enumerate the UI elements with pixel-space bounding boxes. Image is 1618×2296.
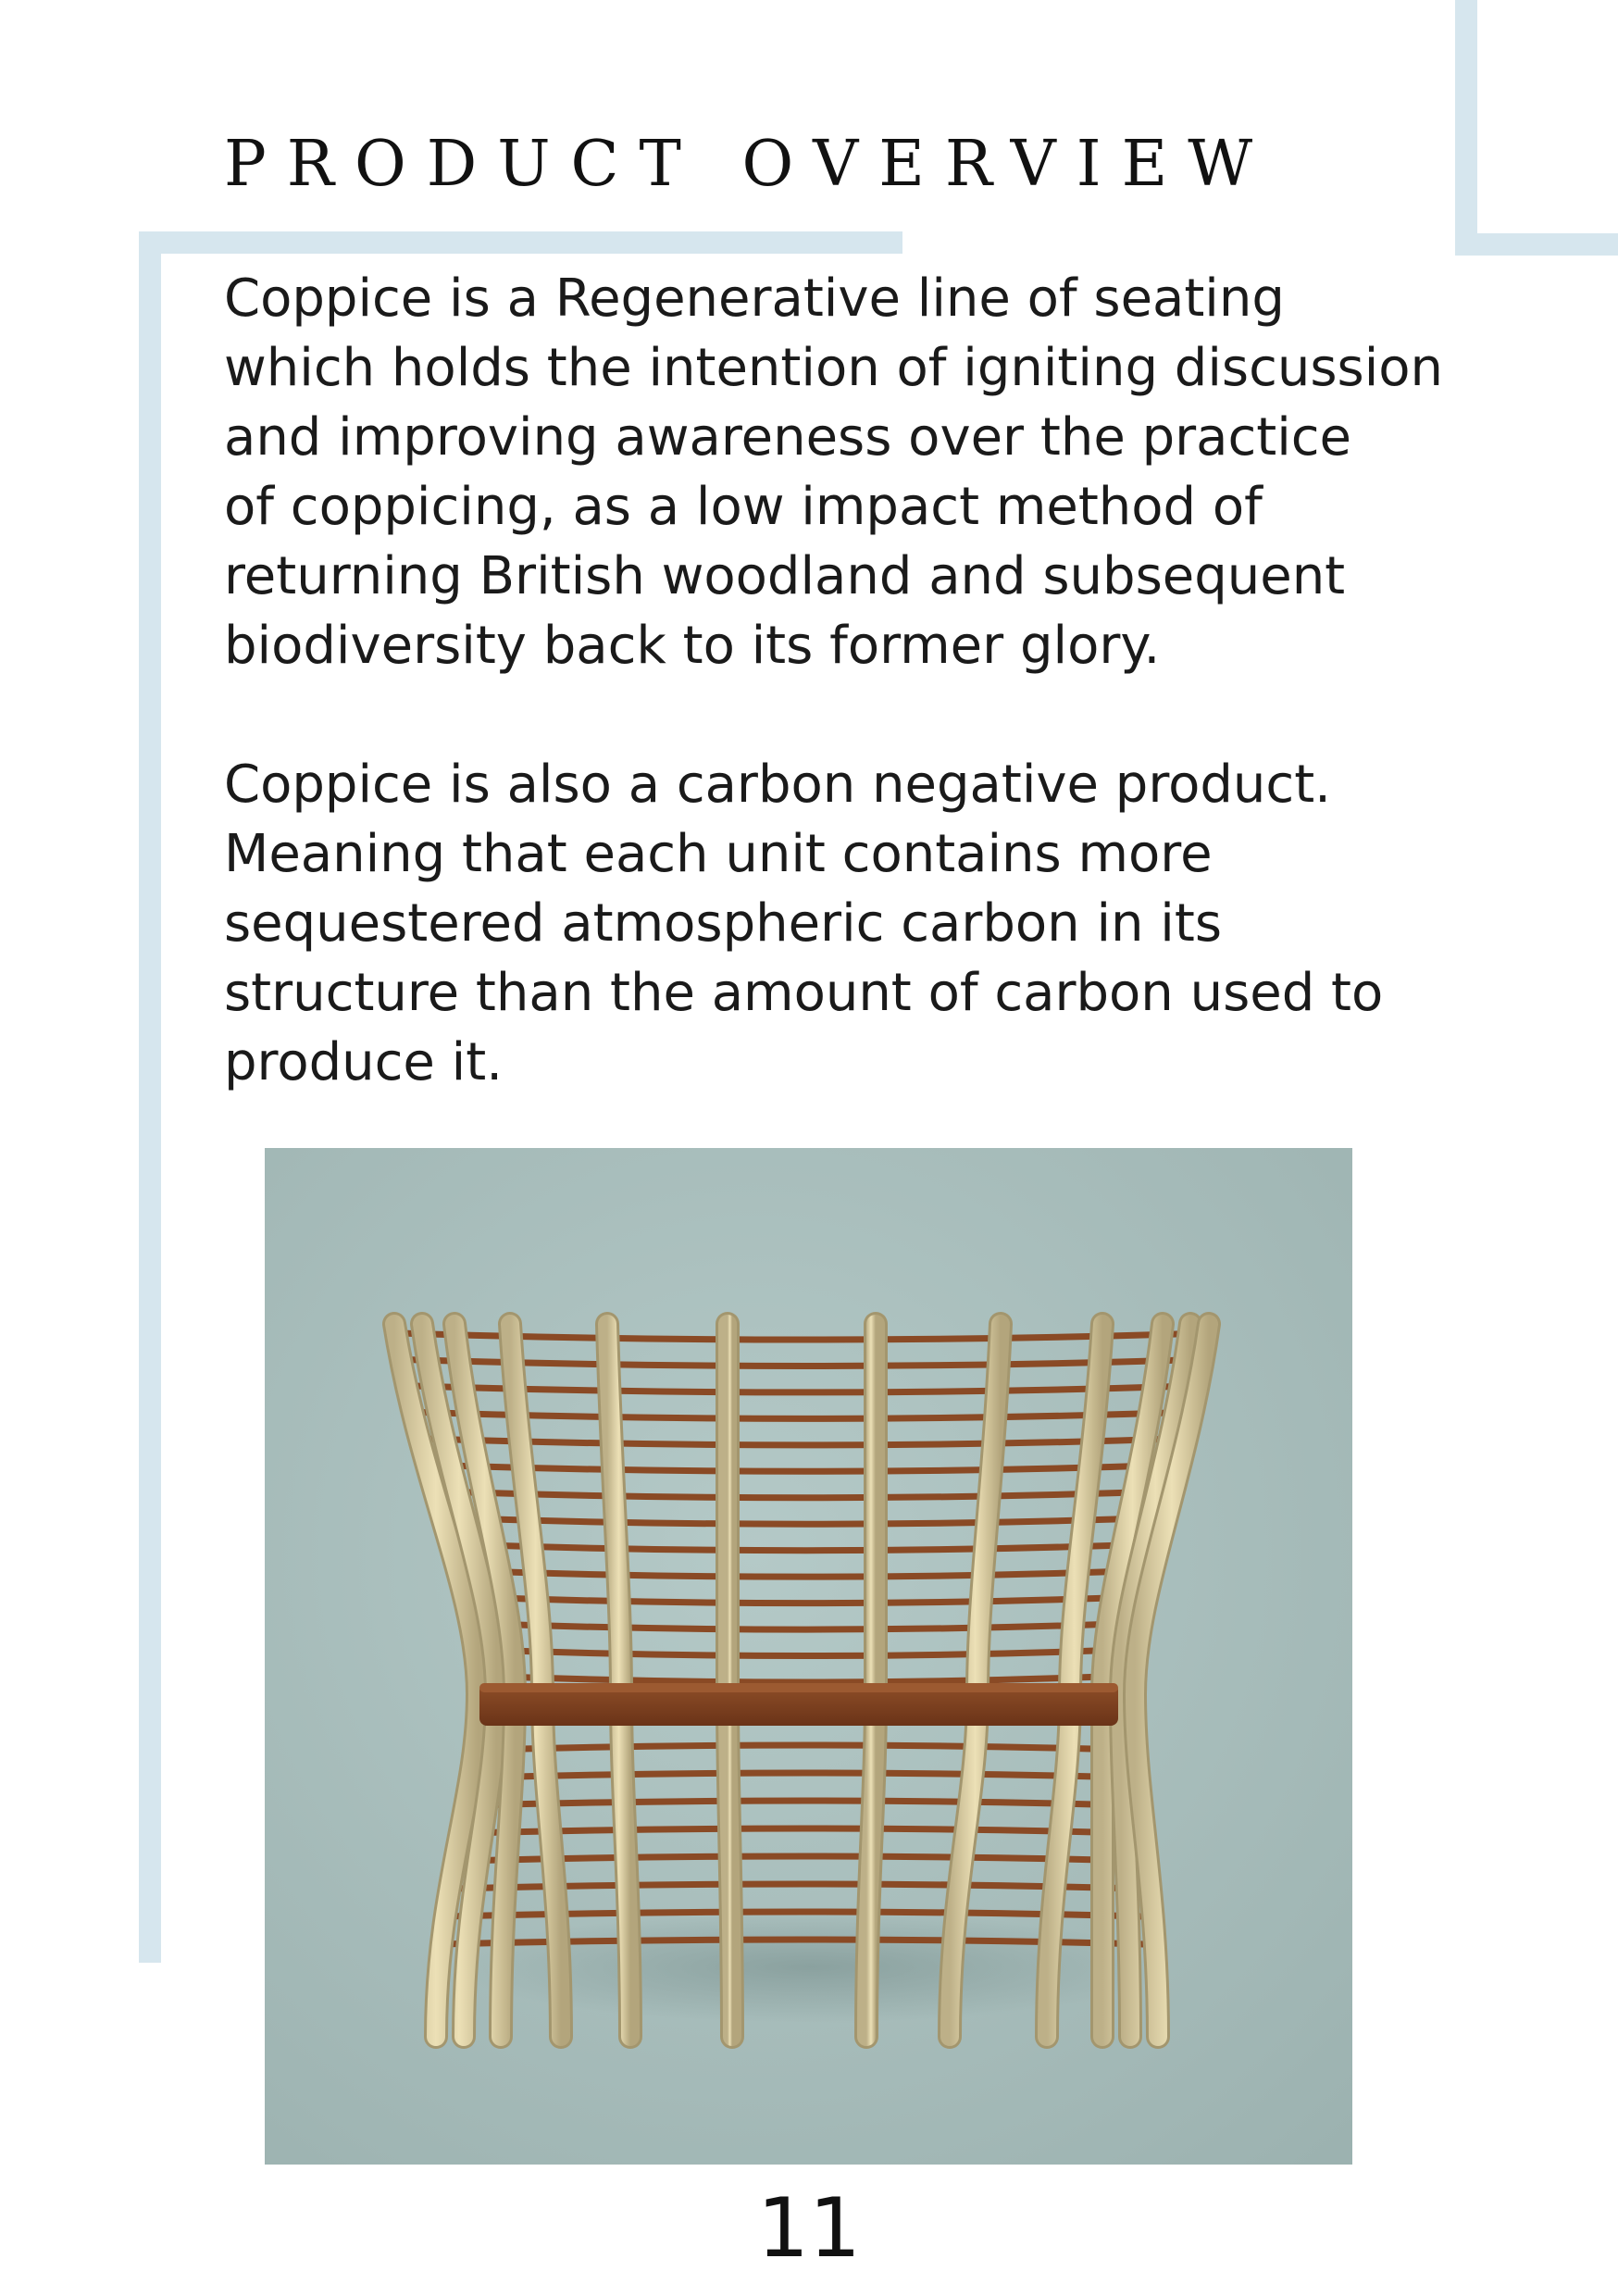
- left-bracket-vertical: [139, 231, 161, 1963]
- chair-render-image: [265, 1148, 1352, 2165]
- chair-seat: [479, 1683, 1118, 1726]
- page-title: PRODUCT OVERVIEW: [224, 128, 1274, 201]
- text-line: produce it.: [224, 1032, 503, 1092]
- text-line: biodiversity back to its former glory.: [224, 616, 1161, 676]
- chair-render-icon: [265, 1148, 1352, 2165]
- top-right-bracket-horizontal: [1455, 233, 1618, 256]
- text-line: Coppice is also a carbon negative product.: [224, 755, 1331, 815]
- paragraph-1: [224, 264, 1538, 680]
- top-right-bracket-vertical: [1455, 0, 1477, 256]
- left-bracket-horizontal: [139, 231, 902, 254]
- page-number: 11: [757, 2180, 861, 2276]
- overview-text: [224, 264, 1538, 1097]
- text-line: returning British woodland and subsequent: [224, 546, 1346, 606]
- text-line: and improving awareness over the practice: [224, 407, 1351, 468]
- text-line: of coppicing, as a low impact method of: [224, 477, 1263, 537]
- text-line: which holds the intention of igniting discussion: [224, 338, 1444, 398]
- text-line: Meaning that each unit contains more: [224, 824, 1213, 884]
- text-line: structure than the amount of carbon used to: [224, 963, 1384, 1023]
- paragraph-2: [224, 750, 1538, 1097]
- text-line: Coppice is a Regenerative line of seating: [224, 268, 1285, 329]
- text-line: sequestered atmospheric carbon in its: [224, 893, 1222, 954]
